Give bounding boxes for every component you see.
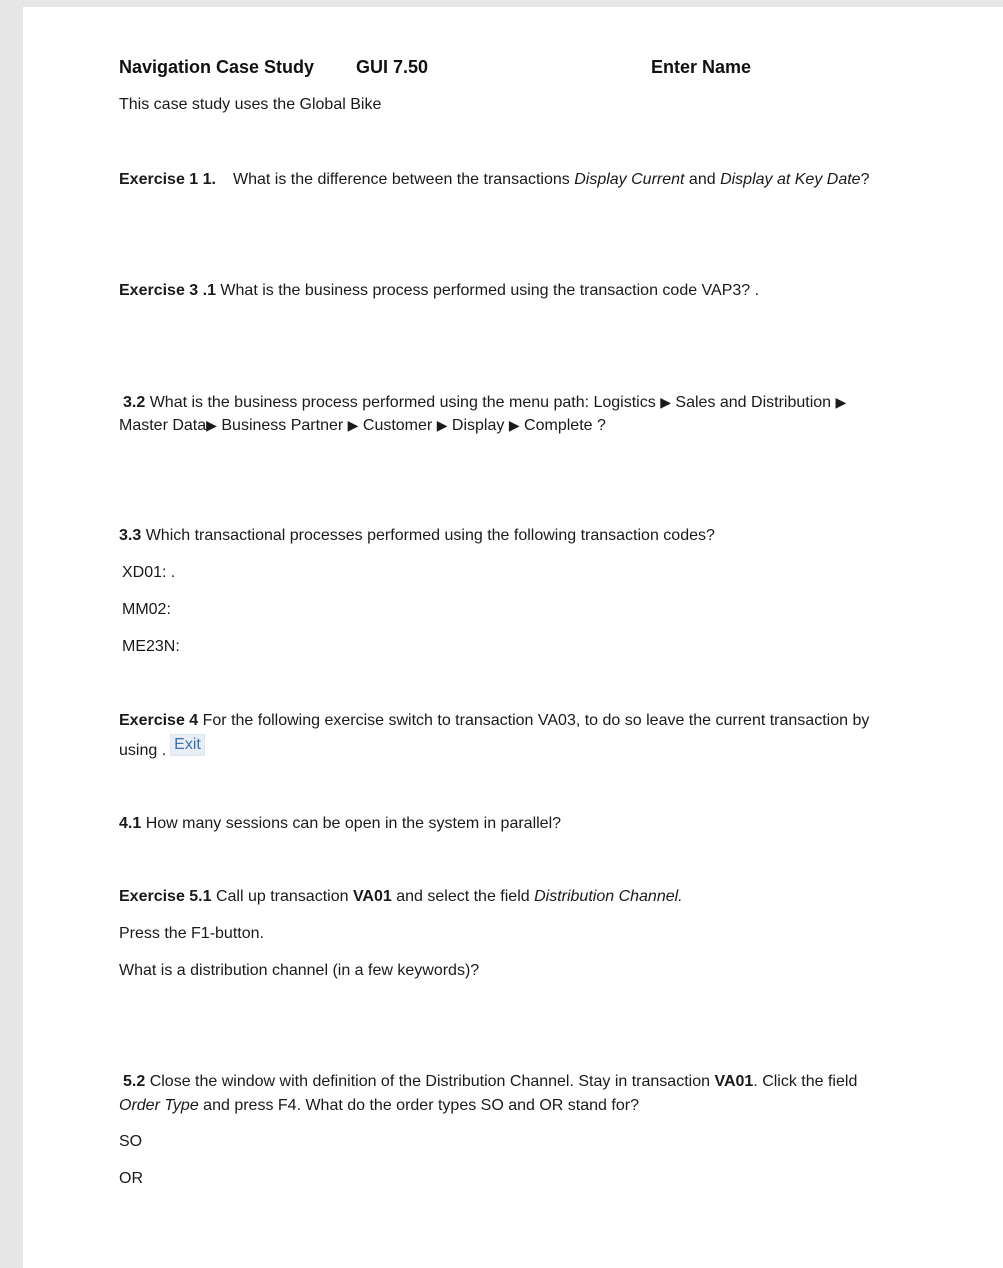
exercise-4-label: Exercise 4 bbox=[119, 712, 199, 729]
enter-name-field[interactable]: Enter Name bbox=[651, 57, 752, 77]
path-master-data: Master Data bbox=[119, 417, 207, 434]
document-title: Navigation Case Study bbox=[119, 57, 315, 77]
arrow-right-icon: ▶ bbox=[835, 394, 847, 410]
code-mm02: MM02: bbox=[122, 601, 171, 618]
ex3-2-text-1b: Sales and Distribution bbox=[670, 394, 836, 411]
arrow-right-icon: ▶ bbox=[206, 417, 217, 433]
arrow-right-icon: ▶ bbox=[436, 417, 448, 433]
ex5-1-distribution-channel: Distribution Channel. bbox=[534, 888, 683, 905]
ex1-display-current: Display Current bbox=[574, 171, 685, 188]
exercise-5-2-line1 bbox=[123, 1072, 857, 1092]
exercise-3-2-line2 bbox=[119, 415, 606, 436]
exercise-3-2-label: 3.2 bbox=[123, 394, 146, 411]
ex3-2-text-1: What is the business process performed using the menu path: Logistics bbox=[145, 394, 661, 411]
exercise-5-2-label: 5.2 bbox=[123, 1073, 146, 1090]
ex5-2-text-c: . Click the field bbox=[753, 1073, 858, 1090]
ex3-3-text: Which transactional processes performed using the following transaction codes? bbox=[141, 527, 715, 544]
exercise-4-line1 bbox=[119, 711, 869, 731]
ex4-text-2: using . bbox=[119, 742, 167, 759]
intro-text: This case study uses the Global Bike bbox=[119, 96, 382, 113]
ex5-2-va01: VA01 bbox=[714, 1073, 754, 1090]
ex1-text-c: and bbox=[684, 171, 721, 188]
answer-or: OR bbox=[119, 1170, 143, 1187]
path-customer: Customer bbox=[358, 417, 437, 434]
exercise-5-1-question bbox=[119, 887, 683, 907]
path-display: Display bbox=[447, 417, 509, 434]
exercise-3-1-label: Exercise 3 .1 bbox=[119, 282, 216, 299]
exercise-1-question bbox=[119, 170, 869, 190]
ex5-2-text-a: Close the window with definition of the Distribution Channel. Stay in transaction bbox=[145, 1073, 715, 1090]
answer-so: SO bbox=[119, 1133, 143, 1150]
exercise-5-2-line2 bbox=[119, 1096, 639, 1116]
path-business-partner: Business Partner bbox=[216, 417, 348, 434]
exercise-5-1-label: Exercise 5.1 bbox=[119, 888, 212, 905]
ex5-1-text-a: Call up transaction bbox=[211, 888, 353, 905]
ex5-1-va01: VA01 bbox=[352, 888, 392, 905]
press-f1-text: Press the F1-button. bbox=[119, 925, 264, 942]
exercise-3-3-label: 3.3 bbox=[119, 527, 142, 544]
ex5-2-text-b: and press F4. What do the order types SO and OR stand for? bbox=[198, 1097, 639, 1114]
arrow-right-icon: ▶ bbox=[508, 417, 520, 433]
arrow-right-icon: ▶ bbox=[347, 417, 359, 433]
ex1-display-key-date: Display at Key Date bbox=[720, 171, 861, 188]
ex5-2-order-type: Order Type bbox=[119, 1097, 199, 1114]
ex1-text-e: ? bbox=[860, 171, 870, 188]
code-me23n: ME23N: bbox=[122, 638, 180, 655]
code-xd01: XD01: . bbox=[122, 564, 176, 581]
exercise-4-1-label: 4.1 bbox=[119, 815, 142, 832]
exit-button[interactable]: Exit bbox=[170, 734, 205, 756]
ex4-text-1: For the following exercise switch to transaction VA03, to do so leave the current transaction by bbox=[198, 712, 870, 729]
exercise-3-1-question bbox=[119, 281, 759, 301]
gui-version: GUI 7.50 bbox=[356, 57, 429, 77]
exercise-3-2-line1 bbox=[123, 392, 846, 413]
exercise-4-1-question bbox=[119, 814, 561, 834]
ex4-1-text: How many sessions can be open in the system in parallel? bbox=[141, 815, 562, 832]
exercise-1-label: Exercise 1 1. bbox=[119, 171, 216, 188]
exercise-3-3-question bbox=[119, 526, 715, 546]
ex5-1-text-c: and select the field bbox=[391, 888, 535, 905]
ex3-1-text: What is the business process performed using the transaction code VAP3? . bbox=[215, 282, 760, 299]
arrow-right-icon: ▶ bbox=[660, 394, 671, 410]
ex1-text-a: What is the difference between the transactions bbox=[232, 171, 575, 188]
distribution-channel-question: What is a distribution channel (in a few keywords)? bbox=[119, 962, 480, 979]
path-complete: Complete ? bbox=[519, 417, 606, 434]
exercise-4-line2 bbox=[119, 736, 205, 762]
